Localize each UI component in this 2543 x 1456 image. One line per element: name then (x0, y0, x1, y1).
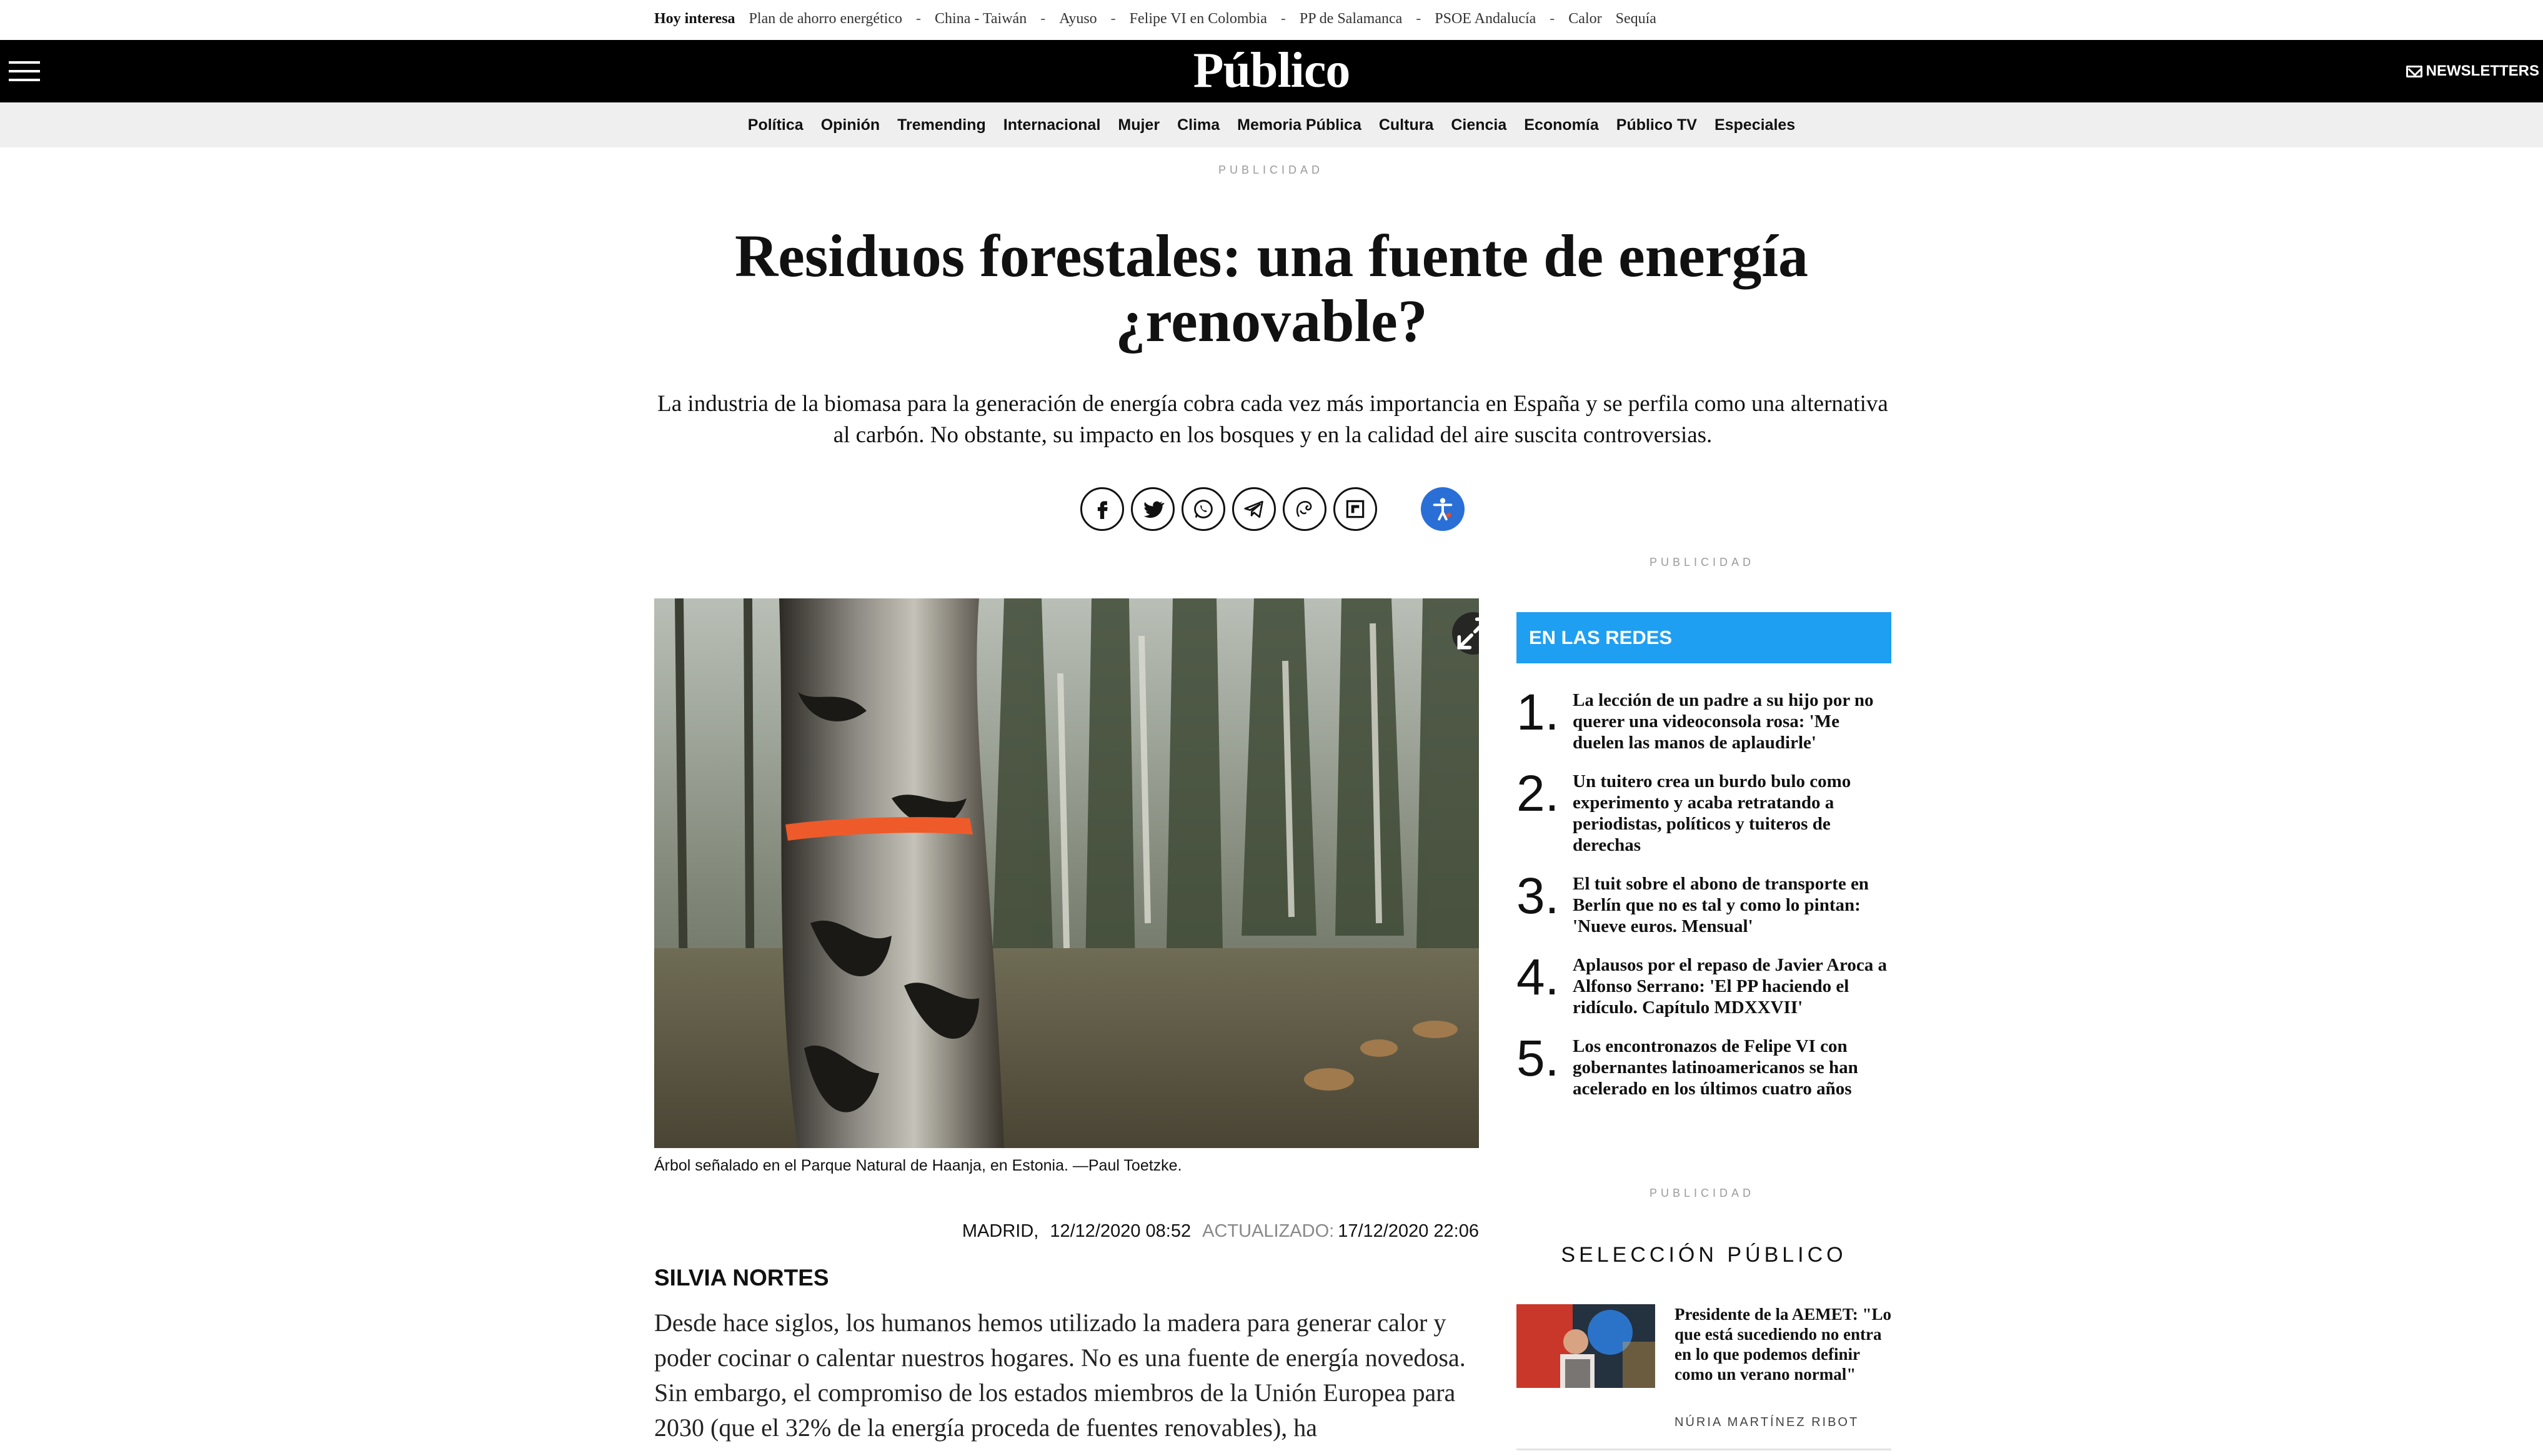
trending-item[interactable]: PP de Salamanca (1299, 10, 1403, 27)
facebook-share-button[interactable] (1080, 487, 1124, 531)
ad-label: PUBLICIDAD (1650, 556, 1755, 568)
nav-mujer[interactable]: Mujer (1118, 116, 1160, 134)
site-logo[interactable]: Público (1193, 43, 1350, 98)
trending-separator: - (1280, 10, 1286, 27)
article-dateline (962, 1221, 1479, 1242)
nav-tremending[interactable]: Tremending (897, 116, 986, 134)
redes-item[interactable] (1516, 684, 1891, 753)
trending-separator: - (1040, 10, 1046, 27)
expand-image-button[interactable] (1452, 612, 1479, 655)
whatsapp-share-button[interactable] (1182, 487, 1225, 531)
trending-separator: - (1416, 10, 1421, 27)
nav-ciencia[interactable]: Ciencia (1451, 116, 1507, 134)
whatsapp-icon (1192, 497, 1215, 521)
trending-item[interactable]: Felipe VI en Colombia (1129, 10, 1267, 27)
redes-link[interactable]: El tuit sobre el abono de transporte en Berlín que no es tal y como lo pintan: 'Nueve euros. Mensual' (1573, 874, 1869, 936)
redes-number: 4. (1516, 949, 1560, 1006)
trending-item[interactable]: China - Taiwán (935, 10, 1027, 27)
nav-economia[interactable]: Economía (1524, 116, 1599, 134)
flipboard-share-button[interactable] (1333, 487, 1377, 531)
trending-label: Hoy interesa (654, 10, 735, 27)
trending-item[interactable]: Sequía (1615, 10, 1656, 27)
telegram-icon (1242, 497, 1266, 521)
redes-list (1516, 684, 1891, 1114)
seleccion-heading: SELECCIÓN PÚBLICO (1561, 1243, 1847, 1267)
redes-link[interactable]: Aplausos por el repaso de Javier Aroca a Alfonso Serrano: 'El PP haciendo el ridículo. Capítulo MDXXVII' (1573, 955, 1887, 1018)
trending-separator: - (916, 10, 922, 27)
dateline-published: 12/12/2020 08:52 (1050, 1221, 1192, 1241)
redes-link[interactable]: Un tuitero crea un burdo bulo como experimento y acaba retratando a periodistas, políticos y tuiteros de derechas (1573, 771, 1851, 855)
twitter-icon (1141, 497, 1165, 521)
redes-number: 3. (1516, 868, 1560, 924)
trending-separator: - (1110, 10, 1116, 27)
expand-icon (1452, 598, 1479, 908)
forest-photo (654, 598, 1479, 1148)
trending-bar (654, 6, 1656, 31)
section-nav (0, 102, 2543, 147)
redes-heading: EN LAS REDES (1516, 612, 1891, 663)
dateline-location: MADRID, (962, 1221, 1039, 1241)
article-dek: La industria de la biomasa para la generación de energía cobra cada vez más importancia en España y se perfila como una alternativa al carbón. No obstante, su impacto en los bosques y en la calidad del aire suscita controversias. (657, 391, 1888, 448)
nav-memoria-publica[interactable]: Memoria Pública (1237, 116, 1361, 134)
article-body: Desde hace siglos, los humanos hemos utilizado la madera para generar calor y poder cocinar o calentar nuestros hogares. No es una fuente de energía novedosa. Sin embargo, el compromiso de los estados miembros de la Unión Europea para 2030 (que el 32% de la energía proceda de fuentes renovables), ha (654, 1309, 1466, 1442)
share-bar (1080, 487, 1377, 531)
nav-clima[interactable]: Clima (1177, 116, 1220, 134)
trending-item[interactable]: PSOE Andalucía (1435, 10, 1536, 27)
dateline-updated-label: ACTUALIZADO: (1202, 1221, 1335, 1241)
trending-item[interactable]: Plan de ahorro energético (749, 10, 903, 27)
redes-number: 5. (1516, 1030, 1560, 1087)
seleccion-thumbnail[interactable] (1516, 1304, 1655, 1388)
facebook-icon (1090, 497, 1114, 521)
image-caption: Árbol señalado en el Parque Natural de Haanja, en Estonia. —Paul Toetzke. (654, 1157, 1182, 1174)
seleccion-card[interactable] (1516, 1304, 1891, 1450)
redes-item[interactable] (1516, 868, 1891, 937)
nav-cultura[interactable]: Cultura (1378, 116, 1434, 134)
nav-especiales[interactable]: Especiales (1714, 116, 1796, 134)
newsletters-label: NEWSLETTERS (2426, 62, 2539, 79)
site-logo-wrapper (0, 42, 2543, 99)
telegram-share-button[interactable] (1232, 487, 1276, 531)
redes-link[interactable]: Los encontronazos de Felipe VI con gobernantes latinoamericanos se han acelerado en los últimos cuatro años (1573, 1036, 1858, 1099)
article-hero-image[interactable] (654, 598, 1479, 1148)
nav-politica[interactable]: Política (747, 116, 804, 134)
nav-opinion[interactable]: Opinión (820, 116, 880, 134)
nav-publico-tv[interactable]: Público TV (1616, 116, 1697, 134)
seleccion-photo (1516, 1304, 1655, 1388)
envelope-icon (2406, 66, 2422, 77)
redes-item[interactable] (1516, 765, 1891, 856)
twitter-share-button[interactable] (1131, 487, 1175, 531)
article-headline: Residuos forestales: una fuente de energía ¿renovable? (734, 222, 1809, 354)
trending-item[interactable]: Ayuso (1059, 10, 1097, 27)
flipboard-icon (1343, 497, 1367, 521)
ad-label: PUBLICIDAD (1218, 164, 1324, 176)
dateline-updated: 17/12/2020 22:06 (1338, 1221, 1479, 1241)
redes-item[interactable] (1516, 949, 1891, 1018)
trending-item[interactable]: Calor (1568, 10, 1602, 27)
article-author[interactable]: SILVIA NORTES (654, 1265, 829, 1290)
seleccion-author: NÚRIA MARTÍNEZ RIBOT (1675, 1415, 1859, 1429)
trending-separator: - (1550, 10, 1555, 27)
redes-number: 1. (1516, 684, 1560, 741)
accessibility-badge-button[interactable] (1421, 487, 1465, 531)
redes-number: 2. (1516, 765, 1560, 822)
seleccion-title[interactable]: Presidente de la AEMET: "Lo que está sucediendo no entra en lo que podemos definir como un verano normal" (1675, 1305, 1891, 1384)
ad-label: PUBLICIDAD (1650, 1187, 1755, 1199)
universal-access-icon (1428, 495, 1457, 523)
meneame-icon (1293, 497, 1316, 521)
redes-link[interactable]: La lección de un padre a su hijo por no querer una videoconsola rosa: 'Me duelen las manos de aplaudirle' (1573, 690, 1874, 753)
nav-internacional[interactable]: Internacional (1003, 116, 1101, 134)
masthead (0, 40, 2543, 102)
meneame-share-button[interactable] (1283, 487, 1326, 531)
redes-item[interactable] (1516, 1030, 1891, 1099)
newsletters-link[interactable] (2406, 62, 2539, 80)
menu-icon[interactable] (9, 61, 40, 82)
